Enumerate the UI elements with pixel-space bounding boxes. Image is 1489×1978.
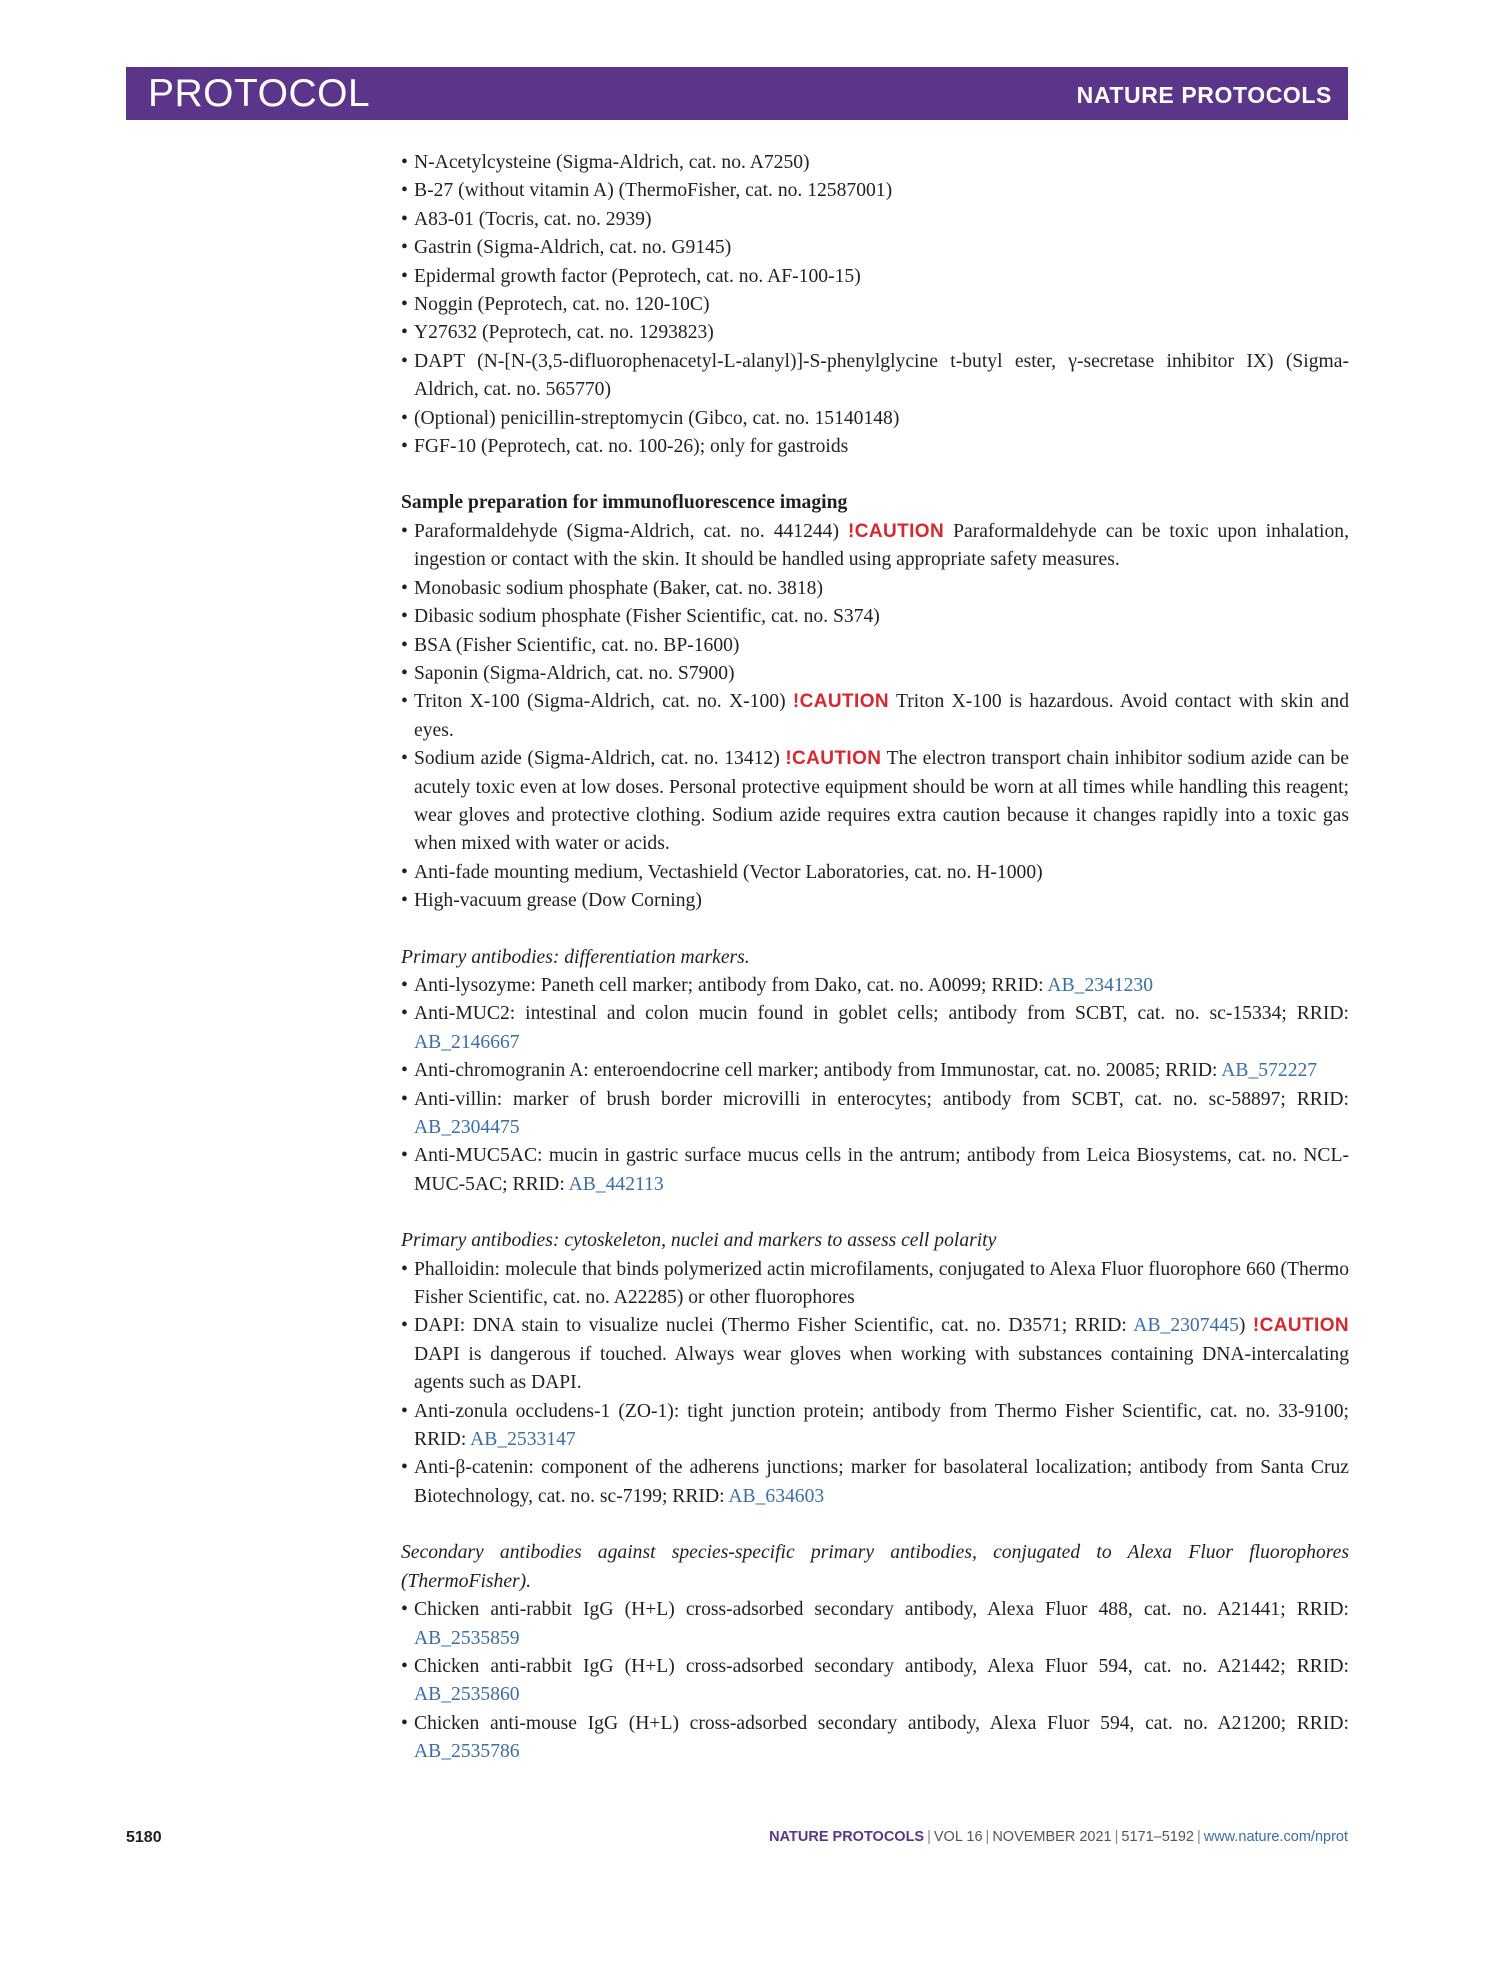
- caution-label: !CAUTION: [848, 520, 945, 542]
- list-item: • Gastrin (Sigma-Aldrich, cat. no. G9145): [401, 234, 1349, 262]
- list-item: • Chicken anti-rabbit IgG (H+L) cross-adsorbed secondary antibody, Alexa Fluor 488, cat. no. A21441; RRID: AB_2535859: [401, 1596, 1349, 1653]
- list-item: • Chicken anti-mouse IgG (H+L) cross-adsorbed secondary antibody, Alexa Fluor 594, cat. no. A21200; RRID: AB_2535786: [401, 1710, 1349, 1767]
- main-content: [401, 149, 1349, 1767]
- rrid-link[interactable]: AB_2535786: [414, 1741, 520, 1763]
- list-item: • A83-01 (Tocris, cat. no. 2939): [401, 206, 1349, 234]
- list-item: • Anti-lysozyme: Paneth cell marker; antibody from Dako, cat. no. A0099; RRID: AB_2341230: [401, 972, 1349, 1000]
- sample-prep-section: [401, 489, 1349, 915]
- list-item: • Phalloidin: molecule that binds polymerized actin microfilaments, conjugated to Alexa Fluor fluorophore 660 (Thermo Fisher Scientific, cat. no. A22285) or other fluorophores: [401, 1256, 1349, 1313]
- list-item: • DAPT (N-[N-(3,5-difluorophenacetyl-L-alanyl)]-S-phenylglycine t-butyl ester, γ-secretase inhibitor IX) (Sigma-Aldrich, cat. no. 565770): [401, 348, 1349, 405]
- page-number: 5180: [126, 1829, 162, 1846]
- section-heading: Primary antibodies: differentiation markers.: [401, 946, 750, 968]
- rrid-link[interactable]: AB_2535860: [414, 1684, 520, 1706]
- list-item: • Triton X-100 (Sigma-Aldrich, cat. no. X-100) !CAUTION Triton X-100 is hazardous. Avoid contact with skin and eyes.: [401, 688, 1349, 745]
- journal-label: NATURE PROTOCOLS: [1076, 82, 1332, 108]
- list-item: • (Optional) penicillin-streptomycin (Gibco, cat. no. 15140148): [401, 405, 1349, 433]
- reagents-top-list: [401, 149, 1349, 461]
- rrid-link[interactable]: AB_2304475: [414, 1117, 520, 1138]
- list-item: • Dibasic sodium phosphate (Fisher Scientific, cat. no. S374): [401, 603, 1349, 631]
- section-heading: Secondary antibodies against species-specific primary antibodies, conjugated to Alexa Fluor fluorophores (ThermoFisher).: [401, 1542, 1349, 1592]
- list-item: • Y27632 (Peprotech, cat. no. 1293823): [401, 319, 1349, 347]
- list-item: • High-vacuum grease (Dow Corning): [401, 887, 1349, 915]
- section-heading: Primary antibodies: cytoskeleton, nuclei and markers to assess cell polarity: [401, 1230, 997, 1252]
- secondary-section: [401, 1539, 1349, 1766]
- list-item: • N-Acetylcysteine (Sigma-Aldrich, cat. no. A7250): [401, 149, 1349, 177]
- list-item: • Anti-MUC5AC: mucin in gastric surface mucus cells in the antrum; antibody from Leica Biosystems, cat. no. NCL-MUC-5AC; RRID: AB_442113: [401, 1142, 1349, 1199]
- rrid-link[interactable]: AB_634603: [728, 1485, 825, 1507]
- list-item: • FGF-10 (Peprotech, cat. no. 100-26); only for gastroids: [401, 433, 1349, 461]
- primary-cytoskeleton-section: [401, 1227, 1349, 1511]
- rrid-link[interactable]: AB_2307445: [1133, 1315, 1239, 1337]
- list-item: • Anti-fade mounting medium, Vectashield (Vector Laboratories, cat. no. H-1000): [401, 859, 1349, 887]
- list-item: • Anti-chromogranin A: enteroendocrine cell marker; antibody from Immunostar, cat. no. 20085; RRID: AB_572227: [401, 1057, 1349, 1085]
- caution-label: !CAUTION: [1252, 1315, 1349, 1337]
- list-item: • Anti-villin: marker of brush border microvilli in enterocytes; antibody from SCBT, cat. no. sc-58897; RRID: AB_2304475: [401, 1086, 1349, 1143]
- list-item: • Anti-β-catenin: component of the adherens junctions; marker for basolateral localization; antibody from Santa Cruz Biotechnology, cat. no. sc-7199; RRID: AB_634603: [401, 1454, 1349, 1511]
- list-item: • Noggin (Peprotech, cat. no. 120-10C): [401, 291, 1349, 319]
- footer-url[interactable]: www.nature.com/nprot: [1203, 1829, 1348, 1845]
- list-item: • Anti-zonula occludens-1 (ZO-1): tight junction protein; antibody from Thermo Fisher Scientific, cat. no. 33-9100; RRID: AB_2533147: [401, 1398, 1349, 1455]
- rrid-link[interactable]: AB_2146667: [414, 1031, 520, 1053]
- footer-date: NOVEMBER 2021: [992, 1829, 1112, 1845]
- caution-label: !CAUTION: [792, 691, 889, 713]
- section-heading: Sample preparation for immunofluorescence imaging: [401, 492, 848, 514]
- list-item: • Paraformaldehyde (Sigma-Aldrich, cat. no. 441244) !CAUTION Paraformaldehyde can be toxic upon inhalation, ingestion or contact with the skin. It should be handled using appropriate safety measures.: [401, 518, 1349, 575]
- list-item: • Monobasic sodium phosphate (Baker, cat. no. 3818): [401, 575, 1349, 603]
- list-item: • DAPI: DNA stain to visualize nuclei (Thermo Fisher Scientific, cat. no. D3571; RRID: AB_2307445) !CAUTION DAPI is dangerous if touched. Always wear gloves when working with substances containing DNA-intercalating agents such as DAPI.: [401, 1312, 1349, 1397]
- rrid-link[interactable]: AB_2535859: [414, 1627, 520, 1649]
- primary-differentiation-section: [401, 944, 1349, 1200]
- list-item: • Anti-MUC2: intestinal and colon mucin found in goblet cells; antibody from SCBT, cat. no. sc-15334; RRID: AB_2146667: [401, 1000, 1349, 1057]
- caution-label: !CAUTION: [785, 748, 882, 770]
- footer-volume: VOL 16: [933, 1829, 983, 1845]
- rrid-link[interactable]: AB_2533147: [470, 1429, 576, 1451]
- footer-pages: 5171–5192: [1121, 1829, 1194, 1845]
- footer-journal: NATURE PROTOCOLS: [769, 1829, 925, 1845]
- list-item: • Epidermal growth factor (Peprotech, cat. no. AF-100-15): [401, 263, 1349, 291]
- list-item: • Sodium azide (Sigma-Aldrich, cat. no. 13412) !CAUTION The electron transport chain inhibitor sodium azide can be acutely toxic even at low doses. Personal protective equipment should be worn at all times while handling this reagent; wear gloves and protective clothing. Sodium azide requires extra caution because it changes rapidly into a toxic gas when mixed with water or acids.: [401, 745, 1349, 859]
- footer-citation: NATURE PROTOCOLS | VOL 16 | NOVEMBER 2021 | 5171–5192 | www.nature.com/nprot: [769, 1829, 1348, 1845]
- list-item: • Chicken anti-rabbit IgG (H+L) cross-adsorbed secondary antibody, Alexa Fluor 594, cat. no. A21442; RRID: AB_2535860: [401, 1653, 1349, 1710]
- page-header: [126, 67, 1348, 120]
- rrid-link[interactable]: AB_2341230: [1047, 974, 1154, 996]
- list-item: • BSA (Fisher Scientific, cat. no. BP-1600): [401, 632, 1349, 660]
- rrid-link[interactable]: AB_442113: [568, 1173, 664, 1195]
- list-item: • B-27 (without vitamin A) (ThermoFisher, cat. no. 12587001): [401, 177, 1349, 205]
- list-item: • Saponin (Sigma-Aldrich, cat. no. S7900): [401, 660, 1349, 688]
- rrid-link[interactable]: AB_572227: [1221, 1060, 1318, 1082]
- section-label: PROTOCOL: [148, 72, 371, 115]
